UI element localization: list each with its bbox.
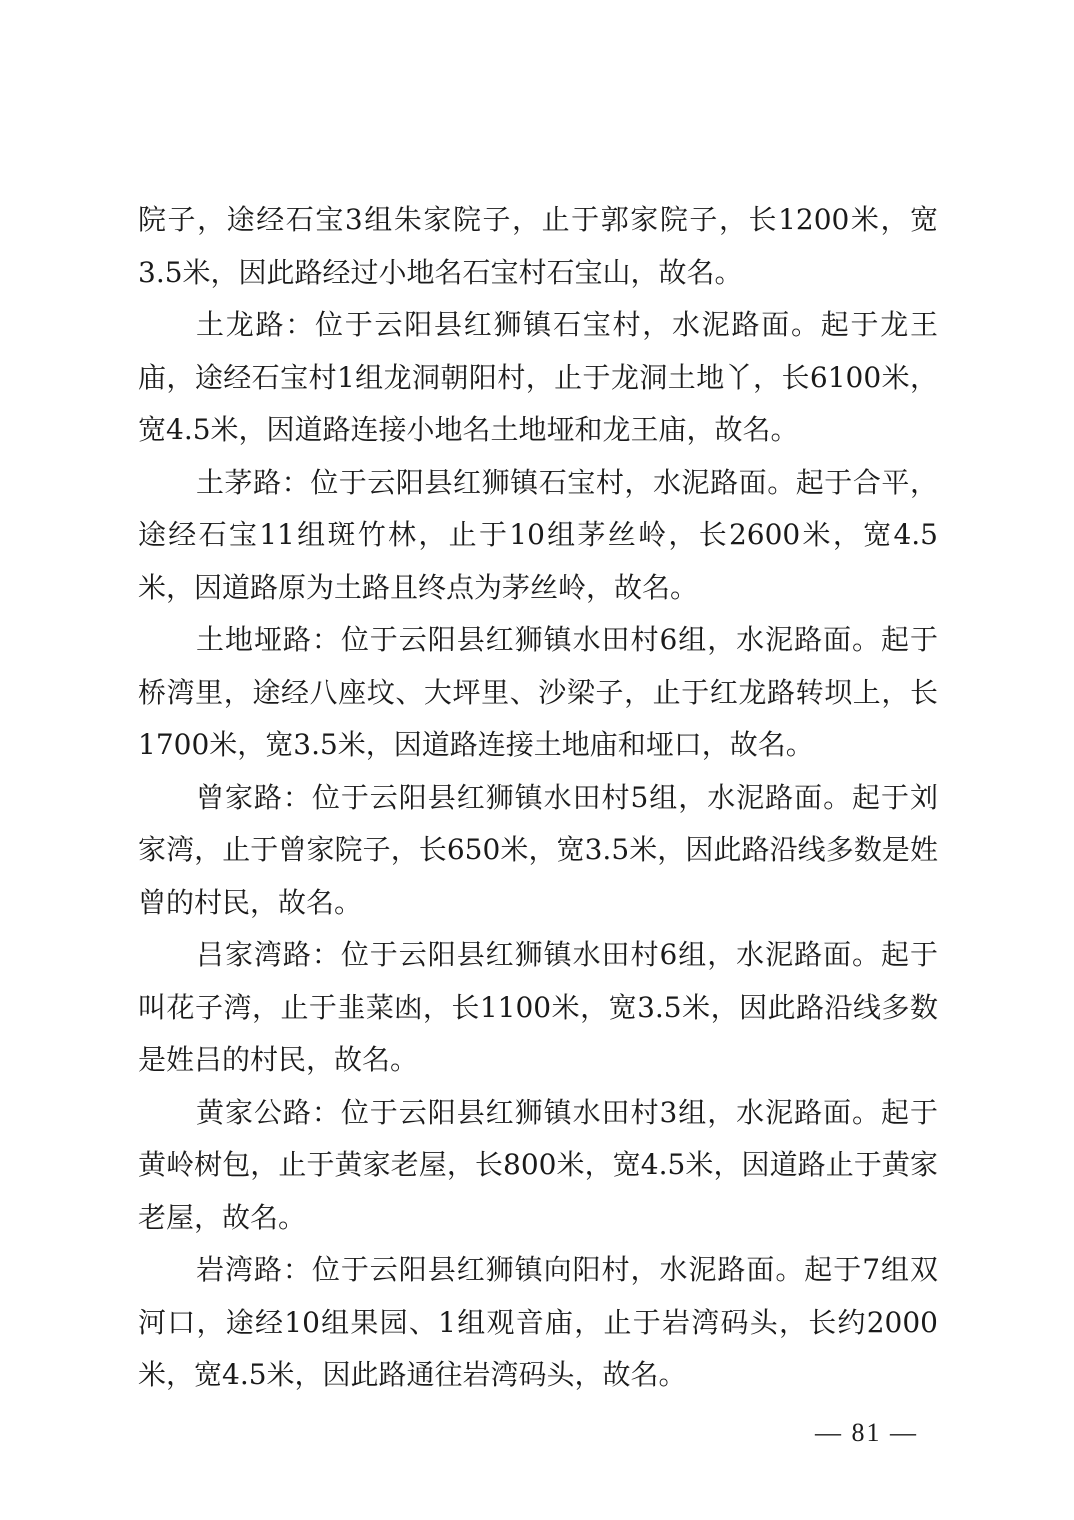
paragraph-continuation: 院子，途经石宝3组朱家院子，止于郭家院子，长1200米，宽3.5米，因此路经过小地名石宝村石宝山，故名。 <box>138 203 938 289</box>
page-number: — 81 — <box>815 1418 918 1447</box>
paragraph-tudiya-road: 土地垭路：位于云阳县红狮镇水田村6组，水泥路面。起于桥湾里，途经八座坟、大坪里、沙梁子，止于红龙路转坝上，长1700米，宽3.5米，因道路连接土地庙和垭口，故名。 <box>138 623 938 761</box>
paragraph-tumao-road: 土茅路：位于云阳县红狮镇石宝村，水泥路面。起于合平，途经石宝11组斑竹林，止于10组茅丝岭，长2600米，宽4.5米，因道路原为土路且终点为茅丝岭，故名。 <box>138 465 938 604</box>
paragraph-yanwan-road: 岩湾路：位于云阳县红狮镇向阳村，水泥路面。起于7组双河口，途经10组果园、1组观音庙，止于岩湾码头，长约2000米，宽4.5米，因此路通往岩湾码头，故名。 <box>138 1253 938 1391</box>
body-text <box>138 194 938 1402</box>
paragraph-lvjiawan-road: 吕家湾路：位于云阳县红狮镇水田村6组，水泥路面。起于叫花子湾，止于韭菜凼，长1100米，宽3.5米，因此路沿线多数是姓吕的村民，故名。 <box>138 938 938 1076</box>
paragraph-tulong-road: 土龙路：位于云阳县红狮镇石宝村，水泥路面。起于龙王庙，途经石宝村1组龙洞朝阳村，止于龙洞土地丫，长6100米，宽4.5米，因道路连接小地名土地垭和龙王庙，故名。 <box>138 308 938 446</box>
paragraph-zengjia-road: 曾家路：位于云阳县红狮镇水田村5组，水泥路面。起于刘家湾，止于曾家院子，长650米，宽3.5米，因此路沿线多数是姓曾的村民，故名。 <box>138 780 938 919</box>
paragraph-huangjia-road: 黄家公路：位于云阳县红狮镇水田村3组，水泥路面。起于黄岭树包，止于黄家老屋，长800米，宽4.5米，因道路止于黄家老屋，故名。 <box>138 1095 938 1234</box>
